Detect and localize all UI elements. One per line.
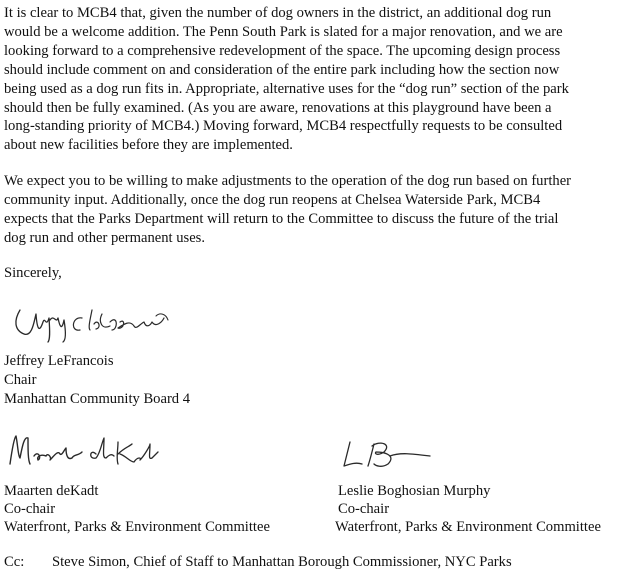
body-paragraph-2 <box>4 172 638 248</box>
cochair-left-signature <box>4 428 164 476</box>
cochair-left-organization: Waterfront, Parks & Environment Committee <box>4 519 270 535</box>
chair-organization: Manhattan Community Board 4 <box>4 391 191 407</box>
closing-salutation: Sincerely, <box>4 265 62 281</box>
chair-signature <box>6 300 176 344</box>
cc-label: Cc: <box>4 554 25 570</box>
paragraph-line: We expect you to be willing to make adjustments to the operation of the dog run based on further <box>4 173 572 189</box>
paragraph-line: should then be fully examined. (As you are aware, renovations at this playground have been a <box>4 99 552 116</box>
paragraph-line: should include comment on and consideration of the entire park including how the section now <box>4 61 560 78</box>
chair-name: Jeffrey LeFrancois <box>4 353 114 369</box>
cochair-right-name: Leslie Boghosian Murphy <box>338 483 491 499</box>
paragraph-line: It is clear to MCB4 that, given the number of dog owners in the district, an additional dog run <box>4 5 552 21</box>
cochair-left-title: Co-chair <box>4 501 56 517</box>
chair-title: Chair <box>4 372 37 388</box>
paragraph-line: community input. Additionally, once the dog run reopens at Chelsea Waterside Park, MCB4 <box>4 191 541 208</box>
paragraph-line: would be a welcome addition. The Penn South Park is slated for a major renovation, and we are <box>4 23 563 40</box>
cochair-right-title: Co-chair <box>338 501 390 517</box>
paragraph-line: about new facilities before they are implemented. <box>4 137 293 154</box>
cochair-left-name: Maarten deKadt <box>4 483 99 499</box>
paragraph-line: expects that the Parks Department will return to the Committee to discuss the future of the trial <box>4 210 559 227</box>
paragraph-line: being used as a dog run fits in. Appropriate, alternative uses for the “dog run” section of the park <box>4 80 569 97</box>
cc-recipient: Steve Simon, Chief of Staff to Manhattan Borough Commissioner, NYC Parks <box>52 554 512 570</box>
body-paragraph-1 <box>4 4 638 155</box>
cochair-right-organization: Waterfront, Parks & Environment Committee <box>335 519 601 535</box>
paragraph-line: dog run and other permanent uses. <box>4 229 206 246</box>
paragraph-line: long-standing priority of MCB4.) Moving forward, MCB4 respectfully requests to be consulted <box>4 118 563 135</box>
cochair-right-signature <box>338 436 438 472</box>
paragraph-line: looking forward to a comprehensive redevelopment of the space. The upcoming design process <box>4 42 561 59</box>
